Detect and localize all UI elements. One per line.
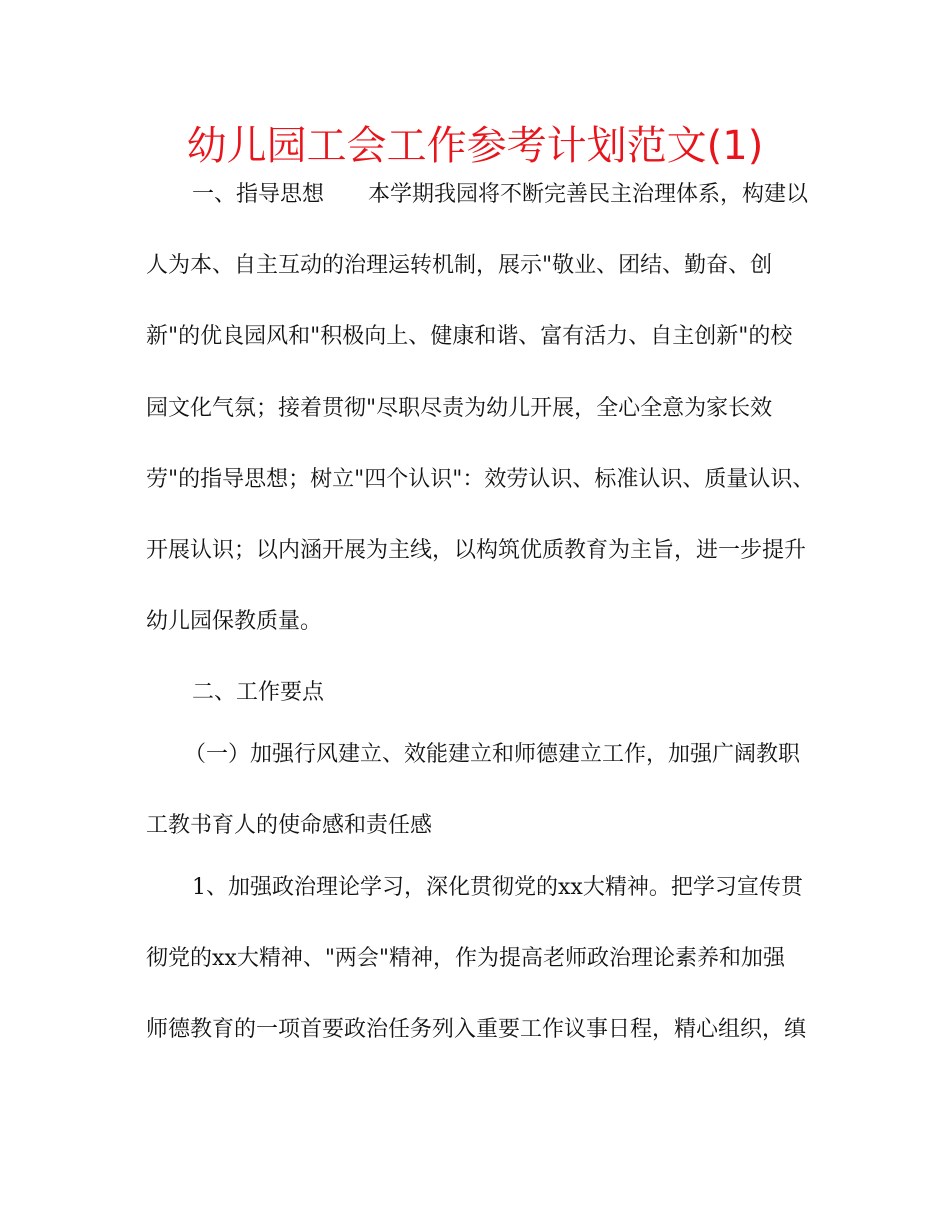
paragraph-line: 新"的优良园风和"积极向上、健康和谐、富有活力、自主创新"的校 <box>146 324 793 349</box>
document-title: 幼儿园工会工作参考计划范文(1) <box>186 123 764 169</box>
subsection-heading: （一）加强行风建立、效能建立和师德建立工作，加强广阔教职 <box>184 742 801 767</box>
paragraph-line: 1、加强政治理论学习，深化贯彻党的xx大精神。把学习宣传贯 <box>192 875 803 900</box>
paragraph-line: 开展认识；以内涵开展为主线，以构筑优质教育为主旨，进一步提升 <box>146 538 807 563</box>
paragraph-line: 人为本、自主互动的治理运转机制，展示"敬业、团结、勤奋、创 <box>146 253 773 278</box>
paragraph-line: 师德教育的一项首要政治任务列入重要工作议事日程，精心组织，缜 <box>146 1017 807 1042</box>
paragraph-line: 彻党的xx大精神、"两会"精神，作为提高老师政治理论素养和加强 <box>146 946 786 971</box>
paragraph-line: 幼儿园保教质量。 <box>146 609 323 634</box>
section-heading: 二、工作要点 <box>192 680 325 705</box>
paragraph-line: 园文化气氛；接着贯彻"尽职尽责为幼儿开展，全心全意为家长效 <box>146 396 773 421</box>
paragraph-line: 工教书育人的使命感和责任感 <box>146 813 433 838</box>
paragraph-line: 劳"的指导思想；树立"四个认识"：效劳认识、标准认识、质量认识、 <box>146 467 815 492</box>
paragraph-line: 一、指导思想 本学期我园将不断完善民主治理体系，构建以 <box>192 182 809 207</box>
